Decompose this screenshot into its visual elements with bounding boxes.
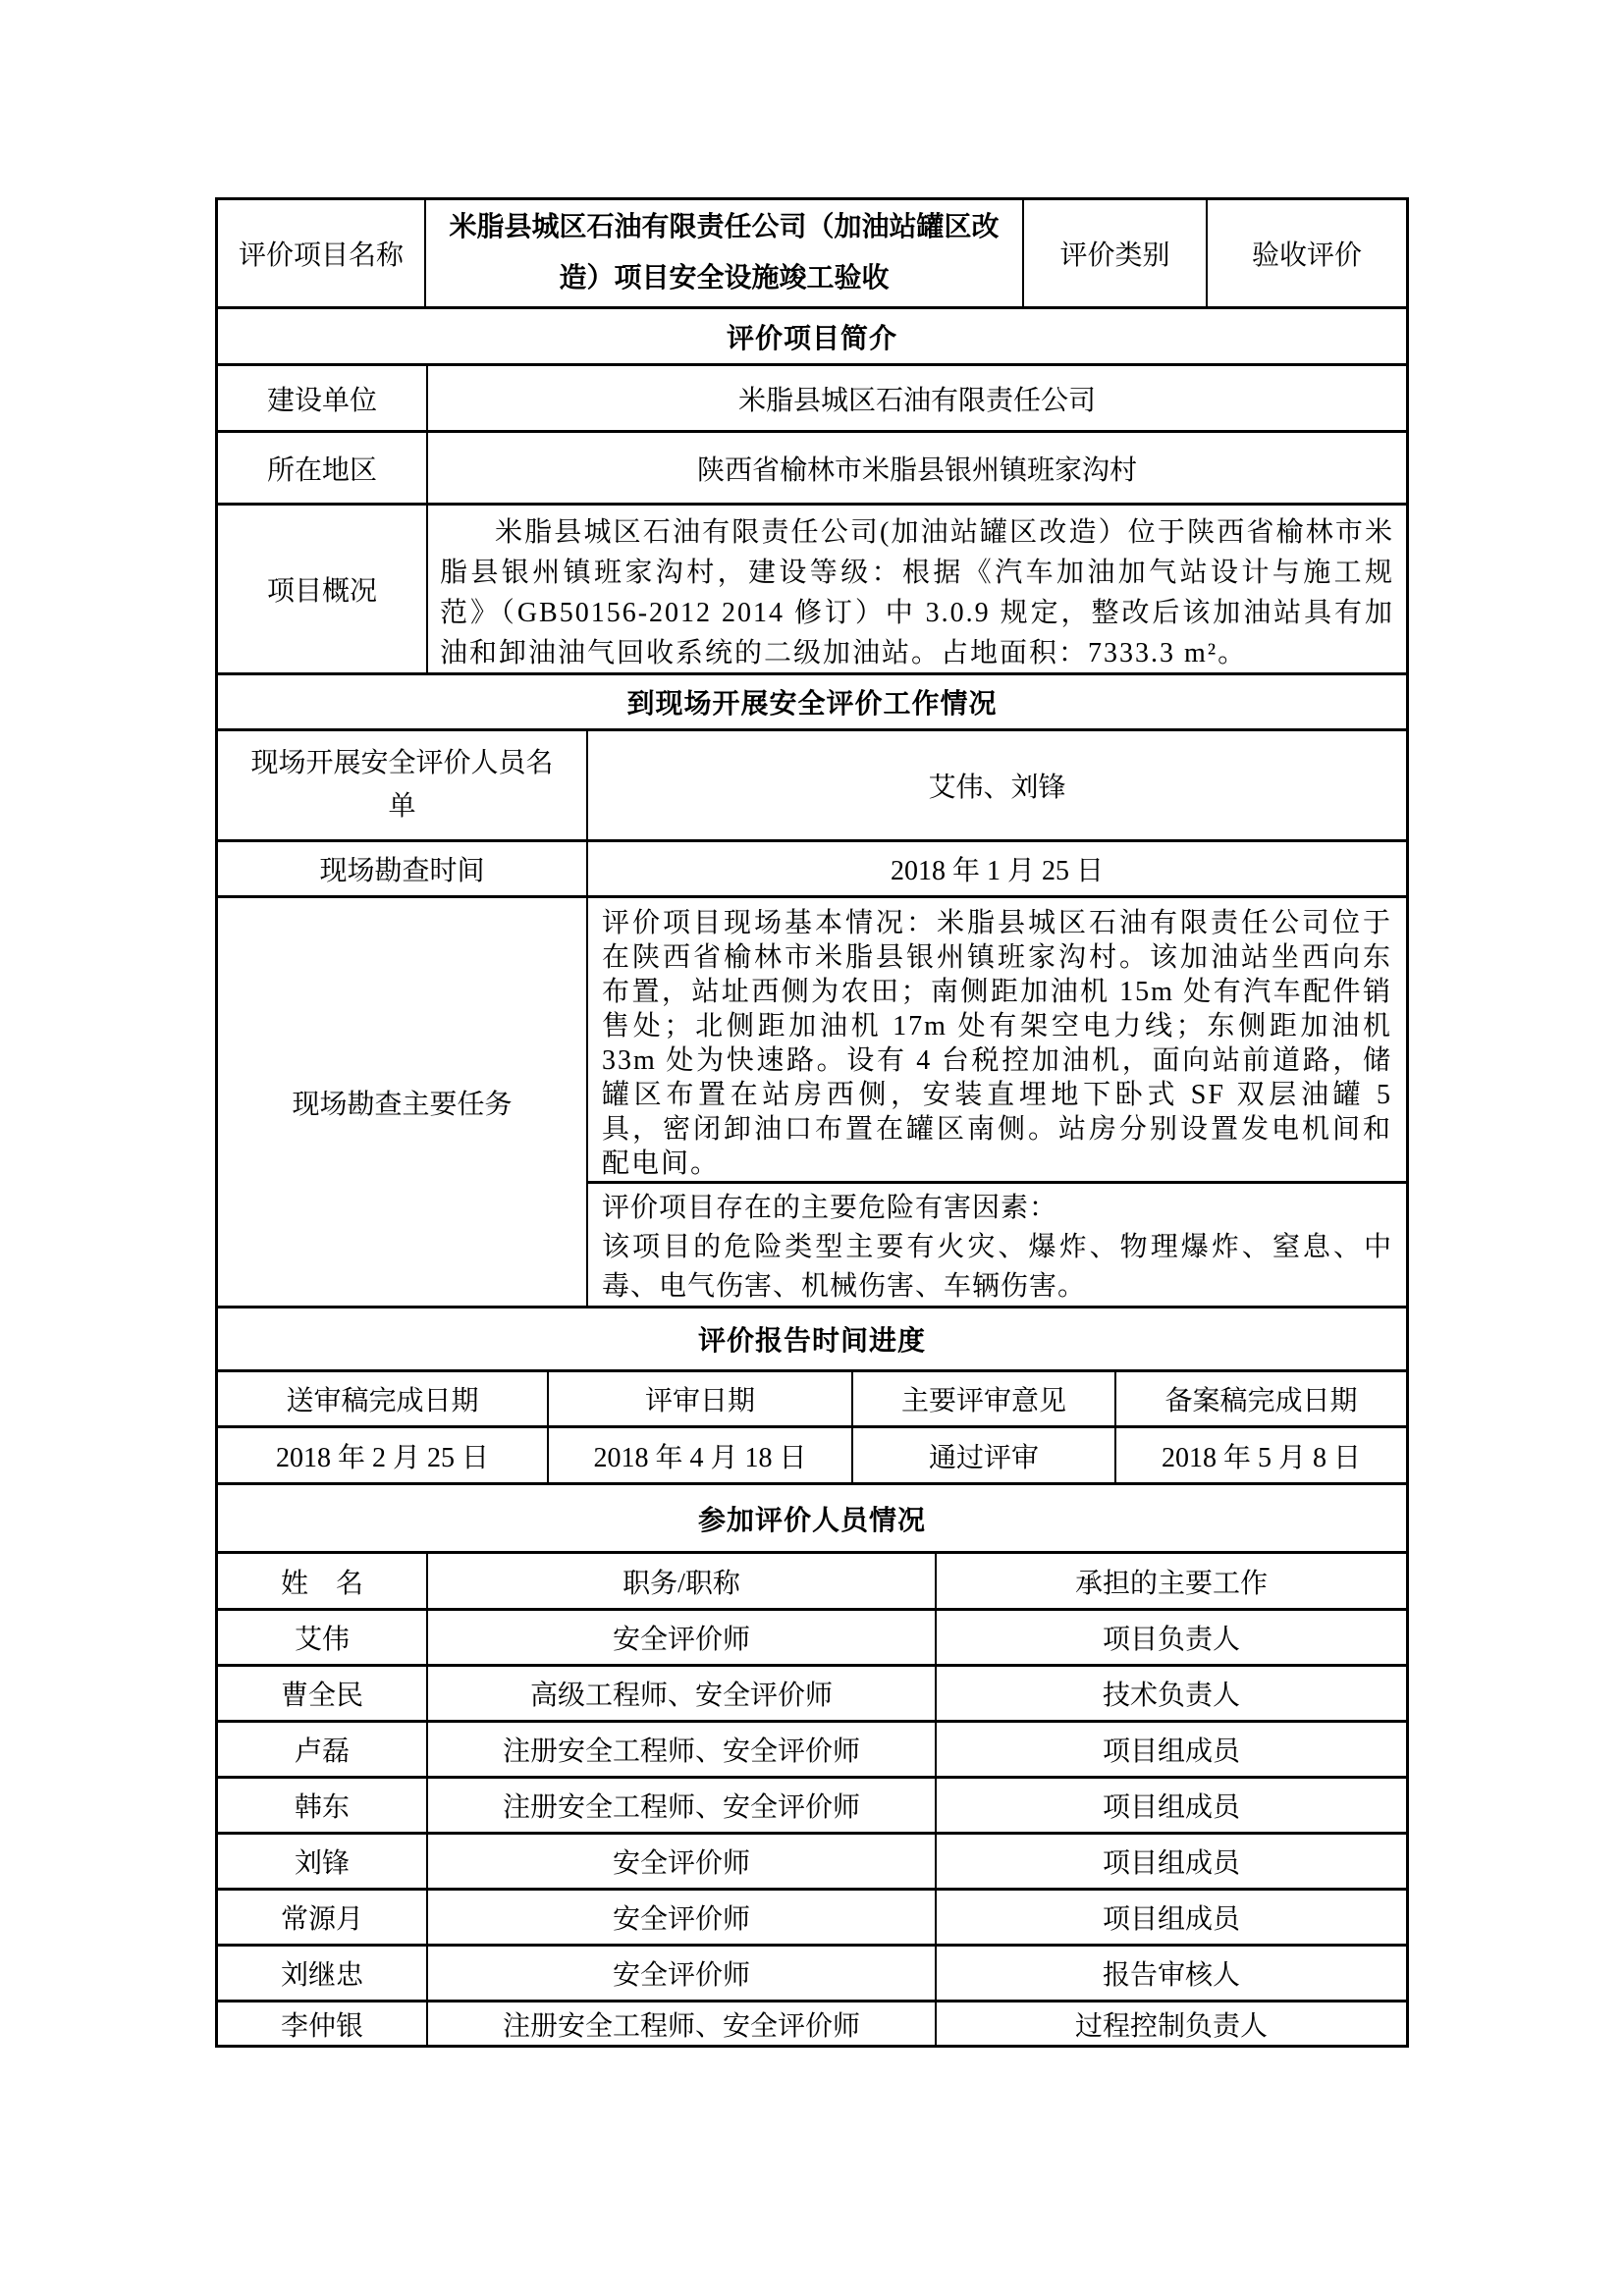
survey-date-row bbox=[218, 842, 1406, 898]
hazard-factors-text: 该项目的危险类型主要有火灾、爆炸、物理爆炸、窒息、中毒、电气伤害、机械伤害、车辆伤害。 bbox=[602, 1232, 1392, 1302]
project-header-row bbox=[218, 200, 1406, 309]
staff-row bbox=[218, 2002, 1406, 2045]
staff-title: 安全评价师 bbox=[428, 1947, 937, 2000]
construction-unit-value: 米脂县城区石油有限责任公司 bbox=[737, 385, 1096, 416]
site-staff-value: 艾伟、刘锋 bbox=[928, 773, 1066, 803]
survey-task-row bbox=[218, 898, 1406, 1308]
project-overview-value: 米脂县城区石油有限责任公司(加油站罐区改造）位于陕西省榆林市米脂县银州镇班家沟村，建设等级：根据《汽车加油加气站设计与施工规范》（GB50156-2012 2014 修订）中 3.0.9 规定，整改后该加油站具有加油和卸油油气回收系统的二级加油站。占地面积：7333.3 m²。 bbox=[440, 517, 1394, 668]
section-title-site-work: 到现场开展安全评价工作情况 bbox=[218, 675, 1406, 731]
draft-date-header: 送审稿完成日期 bbox=[218, 1372, 549, 1425]
staff-name: 刘锋 bbox=[218, 1835, 428, 1888]
survey-date-label: 现场勘查时间 bbox=[218, 842, 588, 895]
staff-title: 安全评价师 bbox=[428, 1835, 937, 1888]
hazard-factors-title: 评价项目存在的主要危险有害因素： bbox=[602, 1193, 1058, 1223]
review-date-header: 评审日期 bbox=[549, 1372, 853, 1425]
project-name-value: 米脂县城区石油有限责任公司（加油站罐区改造）项目安全设施竣工验收 bbox=[426, 200, 1024, 306]
final-date-value: 2018 年 5 月 8 日 bbox=[1161, 1442, 1361, 1473]
staff-row bbox=[218, 1947, 1406, 2002]
staff-role: 项目组成员 bbox=[1102, 1736, 1240, 1767]
site-basic-situation-text: 评价项目现场基本情况：米脂县城区石油有限责任公司位于在陕西省榆林市米脂县银州镇班家沟村。该加油站坐西向东布置，站址西侧为农田；南侧距加油机 15m 处有汽车配件销售处；北侧距加油机 17m 处有架空电力线；东侧距加油机 33m 处为快速路。设有 4 台税控加油机，面向站前道路，储罐区布置在站房西侧，安装直埋地下卧式 SF 双层油罐 5 具，密闭卸油口布置在罐区南侧。站房分别设置发电机间和配电间。 bbox=[602, 908, 1392, 1179]
staff-title: 安全评价师 bbox=[428, 1891, 937, 1944]
staff-role-header: 承担的主要工作 bbox=[1074, 1568, 1268, 1599]
staff-name: 刘继忠 bbox=[218, 1947, 428, 2000]
schedule-value-row bbox=[218, 1428, 1406, 1485]
staff-title: 安全评价师 bbox=[428, 1611, 937, 1664]
staff-name: 常源月 bbox=[218, 1891, 428, 1944]
survey-date-value: 2018 年 1 月 25 日 bbox=[890, 856, 1104, 886]
staff-row bbox=[218, 1891, 1406, 1947]
staff-name-header: 姓 名 bbox=[218, 1554, 428, 1608]
final-date-header: 备案稿完成日期 bbox=[1164, 1386, 1358, 1416]
schedule-header-row bbox=[218, 1372, 1406, 1428]
staff-title: 注册安全工程师、安全评价师 bbox=[428, 1779, 937, 1832]
project-overview-row bbox=[218, 506, 1406, 675]
hazard-factors bbox=[588, 1184, 1406, 1307]
site-basic-situation bbox=[588, 898, 1406, 1184]
staff-name: 卢磊 bbox=[218, 1723, 428, 1776]
construction-unit-row bbox=[218, 366, 1406, 433]
staff-row bbox=[218, 1835, 1406, 1891]
staff-row bbox=[218, 1779, 1406, 1835]
staff-role: 报告审核人 bbox=[1102, 1960, 1240, 1991]
staff-row bbox=[218, 1611, 1406, 1667]
staff-title-header: 职务/职称 bbox=[428, 1554, 937, 1608]
staff-name: 曹全民 bbox=[218, 1667, 428, 1720]
category-label: 评价类别 bbox=[1024, 200, 1208, 306]
location-value: 陕西省榆林市米脂县银州镇班家沟村 bbox=[696, 454, 1137, 486]
project-name-label: 评价项目名称 bbox=[218, 200, 426, 306]
staff-title: 注册安全工程师、安全评价师 bbox=[428, 2002, 937, 2045]
staff-role: 项目组成员 bbox=[1102, 1904, 1240, 1935]
review-opinion-value: 通过评审 bbox=[853, 1428, 1116, 1482]
section-title-intro: 评价项目简介 bbox=[218, 309, 1406, 366]
location-row bbox=[218, 433, 1406, 506]
review-opinion-header: 主要评审意见 bbox=[853, 1372, 1116, 1425]
staff-title: 高级工程师、安全评价师 bbox=[428, 1667, 937, 1720]
location-label: 所在地区 bbox=[218, 433, 428, 503]
staff-row bbox=[218, 1667, 1406, 1723]
review-date-value: 2018 年 4 月 18 日 bbox=[549, 1428, 853, 1482]
site-staff-label: 现场开展安全评价人员名单 bbox=[218, 731, 588, 839]
staff-name: 韩东 bbox=[218, 1779, 428, 1832]
survey-task-label: 现场勘查主要任务 bbox=[218, 898, 588, 1306]
project-overview-label: 项目概况 bbox=[218, 506, 428, 672]
staff-name: 李仲银 bbox=[218, 2002, 428, 2045]
survey-task-content bbox=[588, 898, 1406, 1306]
staff-name: 艾伟 bbox=[218, 1611, 428, 1664]
staff-role: 项目组成员 bbox=[1102, 1792, 1240, 1823]
evaluation-summary-table bbox=[215, 197, 1409, 2048]
staff-role: 项目组成员 bbox=[1102, 1848, 1240, 1879]
staff-title: 注册安全工程师、安全评价师 bbox=[428, 1723, 937, 1776]
section-title-staff: 参加评价人员情况 bbox=[218, 1485, 1406, 1554]
staff-role: 技术负责人 bbox=[1102, 1681, 1240, 1711]
staff-role: 项目负责人 bbox=[1102, 1625, 1240, 1655]
staff-row bbox=[218, 1723, 1406, 1779]
draft-date-value: 2018 年 2 月 25 日 bbox=[218, 1428, 549, 1482]
site-staff-row bbox=[218, 731, 1406, 842]
category-value: 验收评价 bbox=[1251, 240, 1362, 271]
section-title-schedule: 评价报告时间进度 bbox=[218, 1308, 1406, 1372]
construction-unit-label: 建设单位 bbox=[218, 366, 428, 430]
staff-table-header-row bbox=[218, 1554, 1406, 1611]
staff-role: 过程控制负责人 bbox=[1074, 2010, 1268, 2042]
